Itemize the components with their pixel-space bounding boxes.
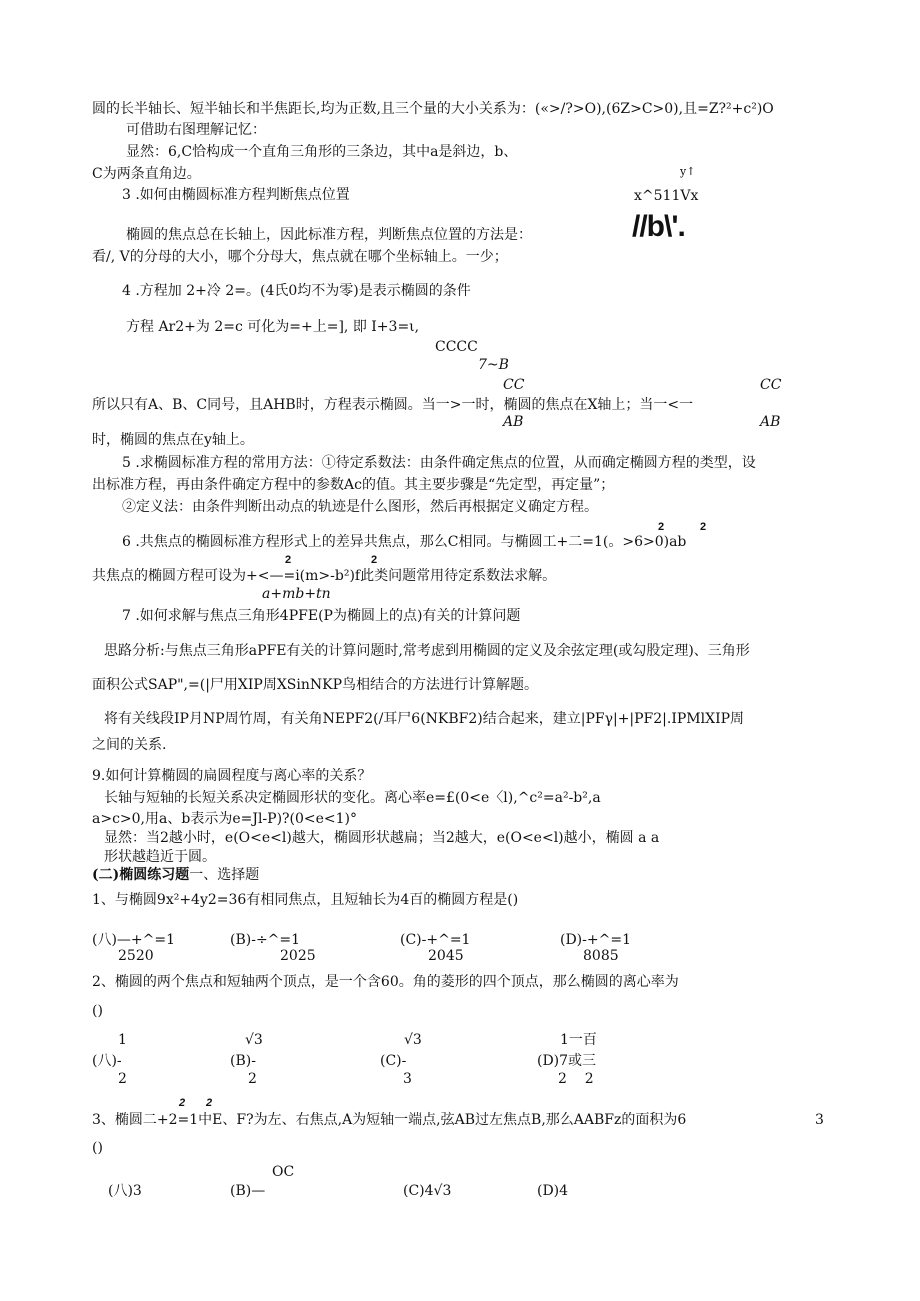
fraction-cccc: CCCC xyxy=(435,339,478,355)
superscript-2-a: 2 xyxy=(658,521,665,533)
eccentricity-formula-line: a>c>0,用a、b表示为e=Jl-P)?(0<e<1)° xyxy=(92,811,358,827)
superscript-2-d: 2 xyxy=(371,554,378,566)
fraction-7b: 7~B xyxy=(478,357,509,373)
q3-option-b-numerator: OC xyxy=(272,1164,295,1180)
question-3: 3、椭圆二+2=1中E、F?为左、右焦点,A为短轴一端点,弦AB过左焦点B,那么AABFz的面积为6 xyxy=(92,1112,687,1128)
superscript-2-b: 2 xyxy=(700,521,707,533)
relation-end-line: 之间的关系. xyxy=(92,737,167,753)
q2-option-d: (D)7或三 xyxy=(537,1053,597,1069)
focus-axis-line: 椭圆的焦点总在长轴上，因此标准方程，判断焦点位置的方法是： xyxy=(126,227,532,243)
q2-option-b-denominator: 2 xyxy=(248,1071,257,1087)
q3-option-c: (C)4√3 xyxy=(403,1183,452,1199)
question-3-trailing-3: 3 xyxy=(815,1112,824,1128)
question-1: 1、与椭圆9x²+4y2=36有相同焦点，且短轴长为4百的椭圆方程是() xyxy=(92,892,519,908)
fraction-ab-left: AB xyxy=(503,414,524,430)
figure-y-axis-label: y↑ xyxy=(680,165,696,178)
section-3-heading: 3 .如何由椭圆标准方程判断焦点位置 xyxy=(122,187,350,203)
standard-equation-line: 出标准方程，再由条件确定方程中的参数Ac的值。其主要步骤是“先定型，再定量”； xyxy=(92,477,615,493)
fraction-cc-right: CC xyxy=(760,377,782,393)
q1-option-c: (C)-+^=1 xyxy=(400,932,471,948)
q2-option-b: (B)- xyxy=(230,1053,256,1069)
same-sign-condition-line: 所以只有A、B、C同号，且AHB时，方程表示椭圆。当一>一时，椭圆的焦点在X轴上；当一<一 xyxy=(92,397,694,413)
q2-option-a-numerator: 1 xyxy=(118,1032,127,1048)
q2-option-a: (八)- xyxy=(92,1053,122,1069)
q1-option-d-denominators: 8085 xyxy=(583,948,619,964)
question-2: 2、椭圆的两个焦点和短轴两个顶点，是一个含60。角的菱形的四个顶点，那么椭圆的离心率为 xyxy=(92,974,679,990)
y-axis-focus-line: 时，椭圆的焦点在y轴上。 xyxy=(92,432,254,448)
segment-relation-line: 将有关线段IP月NP周竹周，有关角NEPF2(/耳尸6(NKBF2)结合起来，建立|PFγ|+|PF2|.IPMlXIP周 xyxy=(104,711,745,727)
ellipse-relation-line: 圆的长半轴长、短半轴长和半焦距长,均为正数,且三个量的大小关系为：(«>/?>O),(6Z>C>0),且=Z?²+c²)O xyxy=(92,101,774,117)
section-5-heading: 5 .求椭圆标准方程的常用方法：①待定系数法：由条件确定焦点的位置，从而确定椭圆方程的类型，设 xyxy=(122,455,756,471)
superscript-2-e: 2 xyxy=(179,1097,186,1109)
confocal-equation-line: 共焦点的椭圆方程可设为+<—=i(m>-b²)f此类问题常用待定系数法求解。 xyxy=(92,568,557,584)
circle-shape-line: 形状越趋近于圆。 xyxy=(104,849,216,865)
eccentricity-line: 长轴与短轴的长短关系决定椭圆形状的变化。离心率e=£(0<e〈l),^c²=a²-b²,a xyxy=(104,790,601,806)
q2-option-c-numerator: √3 xyxy=(404,1032,422,1048)
q2-bracket: () xyxy=(92,1003,103,1019)
right-triangle-line: 显然：6,C恰构成一个直角三角形的三条边，其中a是斜边，b、 xyxy=(126,144,518,160)
superscript-2-f: 2 xyxy=(206,1097,213,1109)
q1-option-b-denominators: 2025 xyxy=(280,948,316,964)
q3-option-d: (D)4 xyxy=(537,1183,569,1199)
superscript-2-c: 2 xyxy=(285,554,292,566)
multiple-choice-label: 一、选择题 xyxy=(189,867,260,883)
fraction-ab-right: AB xyxy=(760,414,781,430)
legs-line: C为两条直角边。 xyxy=(92,166,201,182)
q3-option-a: (八)3 xyxy=(108,1183,142,1199)
equation-transform-line: 方程 Ar2+为 2=c 可化为=+上=], 即 I+3=ι, xyxy=(126,319,420,335)
q1-option-d: (D)-+^=1 xyxy=(560,932,631,948)
denominator-line: 看/, V的分母的大小，哪个分母大，焦点就在哪个坐标轴上。一少； xyxy=(92,249,508,265)
flatness-line: 显然：当2越小时，e(O<e<l)越大，椭圆形状越扁；当2越大，e(O<e<l)越小，椭圆 a a xyxy=(104,830,660,846)
q1-option-a: (八)—+^=1 xyxy=(92,932,176,948)
q2-option-c: (C)- xyxy=(380,1053,407,1069)
section-9-heading: 9.如何计算椭圆的扁圆程度与离心率的关系？ xyxy=(92,768,372,784)
figure-b-label: //b\'. xyxy=(632,210,685,243)
fraction-cc-left: CC xyxy=(503,377,525,393)
q3-option-b: (B)— xyxy=(230,1183,266,1199)
analysis-line: 思路分析:与焦点三角形aPFE有关的计算问题时,常考虑到用椭圆的定义及余弦定理(或勾股定理)、三角形 xyxy=(104,643,750,659)
q1-option-c-denominators: 2045 xyxy=(428,948,464,964)
q2-option-a-denominator: 2 xyxy=(118,1071,127,1087)
section-4-heading: 4 .方程加 2+冷 2=。(4氏0均不为零)是表示椭圆的条件 xyxy=(122,283,471,299)
q2-option-d-numerator: 1一百 xyxy=(560,1032,597,1048)
q2-option-c-denominator: 3 xyxy=(403,1071,412,1087)
section-7-heading: 7 .如何求解与焦点三角形4PFE(P为椭圆上的点)有关的计算问题 xyxy=(122,608,521,624)
section-6-heading: 6 .共焦点的椭圆标准方程形式上的差异共焦点，那么C相同。与椭圆工+二=1(。>6>0)ab xyxy=(122,534,687,550)
definition-method-line: ②定义法：由条件判断出动点的轨迹是什么图形，然后再根据定义确定方程。 xyxy=(122,499,598,515)
q1-option-a-denominators: 2520 xyxy=(118,948,154,964)
q3-bracket: () xyxy=(92,1140,103,1156)
q2-option-b-numerator: √3 xyxy=(245,1032,263,1048)
q2-option-d-denominators: 2 2 xyxy=(558,1071,594,1087)
figure-x-axis-label: x^511Vx xyxy=(634,188,699,204)
exercise-title: (二)椭圆练习题 xyxy=(92,867,190,883)
memory-hint-line: 可借助右图理解记忆： xyxy=(126,122,266,138)
confocal-denominators: a+mb+tn xyxy=(262,586,331,602)
area-formula-line: 面积公式SAP",=(|尸用XIP周XSinNKP鸟相结合的方法进行计算解题。 xyxy=(92,677,539,693)
q1-option-b: (B)-÷^=1 xyxy=(230,932,301,948)
exercise-heading xyxy=(92,866,259,884)
